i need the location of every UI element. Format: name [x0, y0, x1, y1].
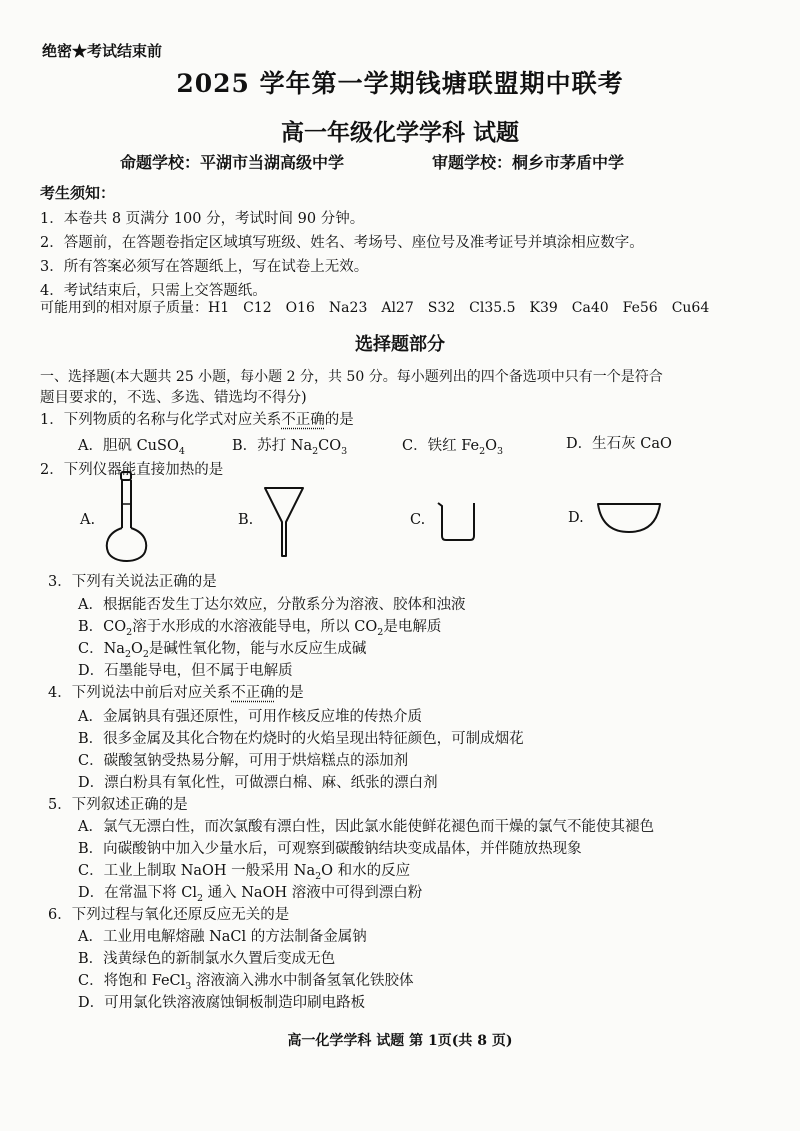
notice-item-4: 4．考试结束后，只需上交答题纸。	[40, 283, 267, 299]
q3-stem: 3．下列有关说法正确的是	[48, 574, 217, 590]
q2-label-b: B.	[238, 512, 254, 528]
confidential-mark: 绝密★考试结束前	[42, 42, 163, 60]
q1-option-c: C．铁红 $Fe_2O_3$	[402, 438, 504, 457]
q1-option-a: A．胆矾 CuSO$_4$	[78, 438, 185, 457]
q3-option-b: B．$CO_2$溶于水形成的水溶液能导电，所以 $CO_2$是电解质	[78, 619, 442, 638]
volumetric-flask-icon	[104, 470, 150, 566]
exam-subtitle: 高一年级化学学科 试题	[280, 119, 519, 146]
q6-stem: 6．下列过程与氧化还原反应无关的是	[48, 907, 290, 923]
notice-item-1: 1．本卷共 8 页满分 100 分，考试时间 90 分钟。	[40, 211, 365, 227]
q4-stem	[48, 681, 304, 702]
notice-item-3: 3．所有答案必须写在答题纸上，写在试卷上无效。	[40, 259, 369, 275]
section-intro-line1: 一、选择题(本大题共 25 小题，每小题 2 分，共 50 分。每小题列出的四个备选项中只有一个是符合	[40, 369, 663, 385]
q4-stem-a: 4．下列说法中前后对应关系	[48, 685, 232, 701]
q6-option-d: D．可用氯化铁溶液腐蚀铜板制造印刷电路板	[78, 995, 366, 1011]
q4-option-c: C．碳酸氢钠受热易分解，可用于烘焙糕点的添加剂	[78, 753, 409, 769]
q3-option-d: D．石墨能导电，但不属于电解质	[78, 663, 293, 679]
q1-stem-a: 1．下列物质的名称与化学式对应关系	[40, 412, 282, 428]
q1-stem-emphasis: 不正确	[281, 412, 325, 428]
q4-stem-b: 的是	[274, 685, 304, 701]
q4-option-d: D．漂白粉具有氧化性，可做漂白棉、麻、纸张的漂白剂	[78, 775, 438, 791]
q1-stem	[40, 408, 354, 429]
q4-stem-emphasis: 不正确	[231, 685, 275, 701]
q1-option-b: B．苏打 $Na_2CO_3$	[232, 438, 348, 457]
q6-option-b: B．浅黄绿色的新制氯水久置后变成无色	[78, 951, 336, 967]
q6-option-c: C．将饱和 FeCl$_3$ 溶液滴入沸水中制备氢氧化铁胶体	[78, 973, 414, 992]
exam-title: 2025 学年第一学期钱塘联盟期中联考	[176, 69, 624, 98]
beaker-icon	[436, 500, 480, 542]
notice-item-2: 2．答题前，在答题卷指定区域填写班级、姓名、考场号、座位号及准考证号并填涂相应数字。	[40, 235, 644, 251]
q5-stem: 5．下列叙述正确的是	[48, 797, 188, 813]
q2-label-c: C.	[410, 512, 426, 528]
q2-label-a: A.	[80, 512, 96, 528]
funnel-icon	[262, 484, 306, 558]
q1-stem-b: 的是	[324, 412, 354, 428]
q5-option-d: D．在常温下将 $Cl_2$ 通入 NaOH 溶液中可得到漂白粉	[78, 885, 423, 904]
q1-option-d: D．生石灰 CaO	[566, 436, 672, 452]
evaporating-dish-icon	[594, 500, 664, 536]
q3-option-c: C．$Na_2O_2$是碱性氧化物，能与水反应生成碱	[78, 641, 367, 660]
q2-stem: 2．下列仪器能直接加热的是	[40, 462, 224, 478]
q5-option-b: B．向碳酸钠中加入少量水后，可观察到碳酸钠结块变成晶体，并伴随放热现象	[78, 841, 582, 857]
section-title: 选择题部分	[355, 334, 445, 355]
setter-school: 命题学校：平湖市当湖高级中学	[120, 153, 345, 172]
section-intro-line2: 题目要求的，不选、多选、错选均不得分)	[40, 390, 307, 406]
page-footer: 高一化学学科 试题 第 1页(共 8 页)	[287, 1033, 513, 1049]
q3-option-a: A．根据能否发生丁达尔效应，分散系分为溶液、胶体和浊液	[78, 597, 466, 613]
q5-option-a: A．氯气无漂白性，而次氯酸有漂白性，因此氯水能使鲜花褪色而干燥的氯气不能使其褪色	[78, 819, 654, 835]
reviewer-school: 审题学校：桐乡市茅盾中学	[432, 153, 625, 172]
notice-heading: 考生须知：	[40, 184, 116, 202]
q4-option-a: A．金属钠具有强还原性，可用作核反应堆的传热介质	[78, 709, 422, 725]
q6-option-a: A．工业用电解熔融 NaCl 的方法制备金属钠	[78, 929, 367, 945]
atomic-masses: 可能用到的相对原子质量：H1 C12 O16 Na23 Al27 S32 Cl35.5 K39 Ca40 Fe56 Cu64	[40, 300, 710, 316]
q2-label-d: D.	[568, 510, 584, 526]
q5-option-c: C．工业上制取 NaOH 一般采用 $Na_2O$ 和水的反应	[78, 863, 411, 882]
q4-option-b: B．很多金属及其化合物在灼烧时的火焰呈现出特征颜色，可制成烟花	[78, 731, 524, 747]
